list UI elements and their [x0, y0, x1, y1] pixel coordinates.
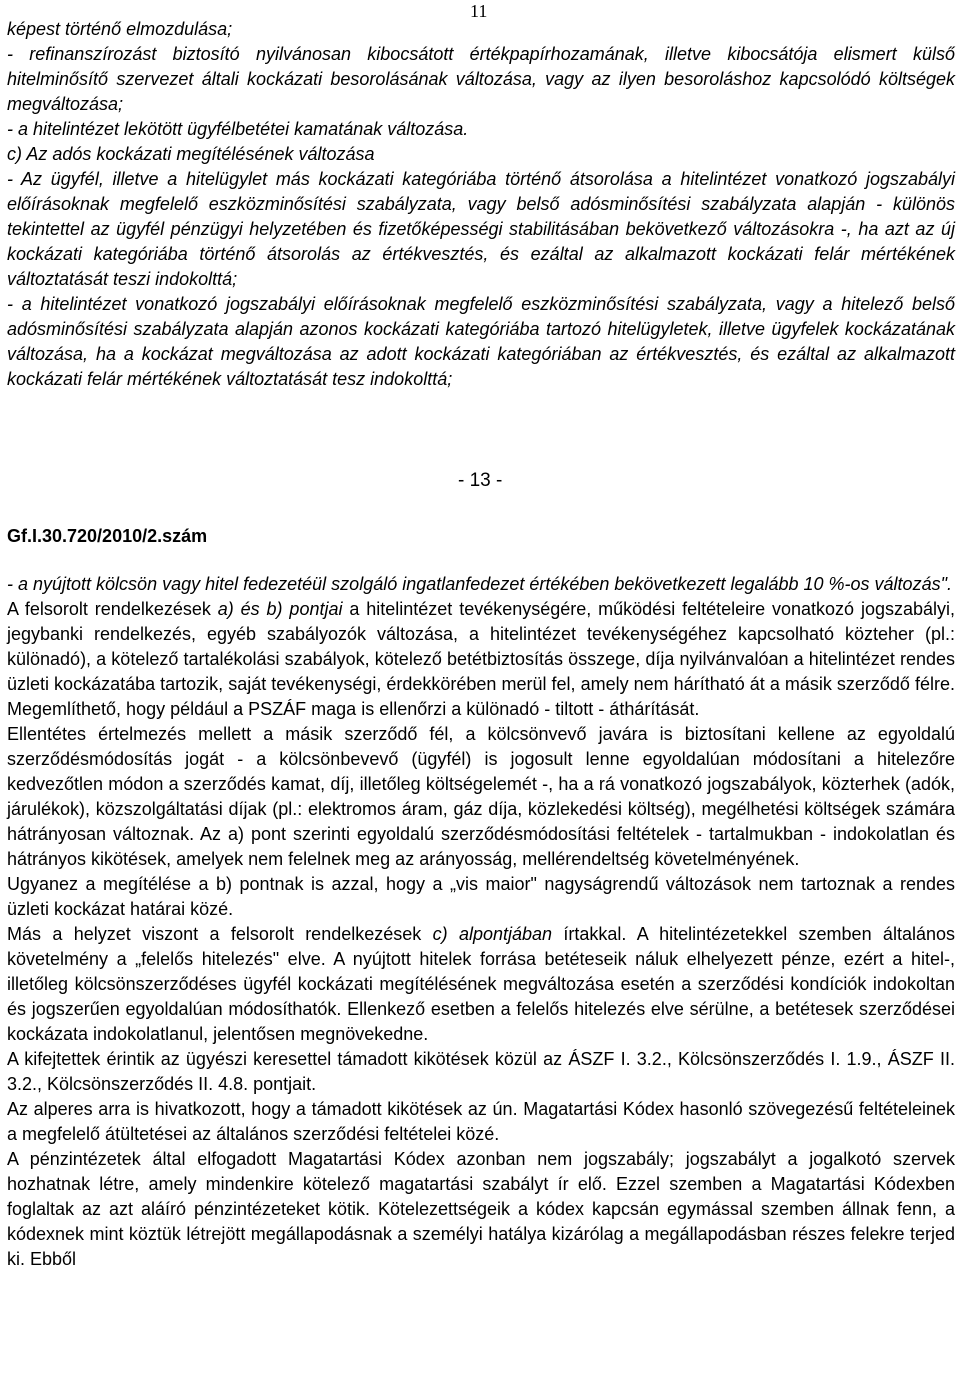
paragraph: - a hitelintézet vonatkozó jogszabályi előírásoknak megfelelő eszközminősítési szabályzata, vagy a hitelező belső adósminősítési szabályzata alapján azonos kockázati kategóriába tartozó hitelügyletek, illetve ügyfelek kockázatának változása, ha a kockázat megváltozása az adott kockázati kategóriában az értékvesztés, és ezáltal az alkalmazott kockázati felár mértékének változtatását tesz indokolttá;: [7, 294, 955, 389]
text-span: írtakkal. A hitelintézetekkel szemben általános követelmény a „felelős hitelezés" elve. A nyújtott hitelek forrása betéteseik náluk elhelyezett pénze, ezért a hitel-, illetőleg kölcsönszerződéses ügyfél kockázati megítélésének megváltozása esetén a szerződési kondíciók indokoltan és jogszerűen egyoldalúan módosíthatók. Ellenkező esetben a felelős hitelezés elve sérülne, a betétesek szerződései kockázata indokolatlanul, jelentősen megnövekedne.: [7, 924, 955, 1044]
paragraph: - refinanszírozást biztosító nyilvánosan kibocsátott értékpapírhozamának, illetve kibocsátója elismert külső hitelminősítő szervezet általi kockázati besorolásának változása, vagy az ilyen besoroláshoz kapcsolódó költségek megváltozása;: [7, 44, 955, 114]
page-marker: - 13 -: [458, 470, 503, 491]
bottom-text-block: [7, 572, 955, 1272]
paragraph: A kifejtettek érintik az ügyészi keresettel támadott kikötések közül az ÁSZF I. 3.2., Kölcsönszerződés I. 1.9., ÁSZF II. 3.2., Kölcsönszerződés II. 4.8. pontjait.: [7, 1049, 955, 1094]
case-reference: Gf.I.30.720/2010/2.szám: [7, 526, 208, 546]
text-span: a hitelintézet tevékenységére, működési feltételeire vonatkozó jogszabályi, jegybanki rendelkezés, egyéb szabályozók változása, a hitelintézet tevékenységéhez kapcsolható közteher (pl.: különadó), a kötelező tartalékolási szabályok, kötelező betétbiztosítás összege, díja nyilvánvalóan a hitelintézet rendes üzleti kockázatába tartozik, saját tevékenységi, érdekkörében merül fel, amely nem hárítható át a másik szerződő félre. Megemlíthető, hogy például a PSZÁF maga is ellenőrzi a különadó - tiltott - áthárítását.: [7, 599, 955, 719]
paragraph: Ugyanez a megítélése a b) pontnak is azzal, hogy a „vis maior" nagyságrendű változások nem tartoznak a rendes üzleti kockázat határai közé.: [7, 874, 955, 919]
section-heading: c) Az adós kockázati megítélésének változása: [7, 144, 375, 164]
paragraph: képest történő elmozdulása;: [7, 19, 233, 39]
emphasis: a) és b) pontjai: [217, 599, 343, 619]
paragraph: A pénzintézetek által elfogadott Magatartási Kódex azonban nem jogszabály; jogszabályt a jogalkotó szervek hozhatnak létre, amely mindenkire kötelező magatartási szabályt ír elő. Ezzel szemben a Magatartási Kódexben foglaltak az azt aláíró pénzintézeteket kötik. Kötelezettségeik a kódex kapcsán egymással szemben állnak fenn, a kódexnek mint köztük létrejött megállapodásnak a személyi hatálya kizárólag a megállapodásban részes felekre terjed ki. Ebből: [7, 1149, 955, 1269]
page-number: 11: [470, 1, 488, 21]
paragraph: Az alperes arra is hivatkozott, hogy a támadott kikötések az ún. Magatartási Kódex hasonló szövegezésű feltételeinek a megfelelő átültetései az általános szerződési feltételei közé.: [7, 1099, 955, 1144]
paragraph: - a nyújtott kölcsön vagy hitel fedezetéül szolgáló ingatlanfedezet értékében bekövetkezett legalább 10 %-os változás".: [7, 574, 952, 594]
top-text-block: [7, 17, 955, 392]
paragraph: - a hitelintézet lekötött ügyfélbetétei kamatának változása.: [7, 119, 469, 139]
paragraph: - Az ügyfél, illetve a hitelügylet más kockázati kategóriába történő átsorolása a hitelintézet vonatkozó jogszabályi előírásoknak megfelelő eszközminősítési szabályzata, vagy belső adósminősítési szabályzata alapján - különös tekintettel az ügyfél pénzügyi helyzetében és fizetőképességi stabilitásában bekövetkező változásokra -, ha azt az új kockázati kategóriába történő átsorolás az értékvesztés, és ezáltal az alkalmazott kockázati felár mértékének változtatását teszi indokolttá;: [7, 169, 955, 289]
text-span: Más a helyzet viszont a felsorolt rendelkezések: [7, 924, 433, 944]
paragraph: [7, 922, 955, 1047]
emphasis: c) alpontjában: [432, 924, 553, 944]
paragraph: [7, 597, 955, 722]
text-span: A felsorolt rendelkezések: [7, 599, 218, 619]
paragraph: Ellentétes értelmezés mellett a másik szerződő fél, a kölcsönvevő javára is biztosítani kellene az egyoldalú szerződésmódosítás jogát - a kölcsönbevevő (ügyfél) is jogosult lenne egyoldalúan módosítani a hitelezőre kedvezőtlen módon a szerződés kamat, díj, illetőleg költségelemét -, ha a rá vonatkozó jogszabályok, közterhek (adók, járulékok), közszolgáltatási díjak (pl.: elektromos áram, gáz díja, közlekedési költség), megélhetési költségek számára hátrányosan változnak. Az a) pont szerinti egyoldalú szerződésmódosítási feltételek - tartalmukban - indokolatlan és hátrányos kikötések, amelyek nem felelnek meg az arányosság, mellérendeltség követelményének.: [7, 724, 955, 869]
